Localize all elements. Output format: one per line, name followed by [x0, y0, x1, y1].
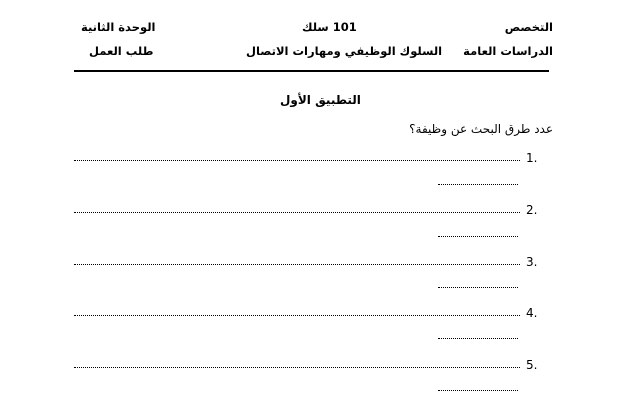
answer-line-continuation[interactable] — [438, 390, 518, 391]
answer-line-continuation[interactable] — [438, 184, 518, 185]
answer-line[interactable] — [74, 212, 520, 213]
header-divider — [74, 70, 549, 72]
answer-line-continuation[interactable] — [438, 287, 518, 288]
exercise-title: التطبيق الأول — [280, 93, 361, 107]
course-name: السلوك الوظيفي ومهارات الاتصال — [246, 44, 443, 58]
unit-label: الوحدة الثانية — [81, 20, 156, 34]
unit-name: طلب العمل — [89, 44, 154, 58]
answer-line[interactable] — [74, 264, 520, 265]
item-number: 2. — [526, 203, 538, 217]
answer-line-continuation[interactable] — [438, 236, 518, 237]
item-number: 5. — [526, 358, 538, 372]
answer-line[interactable] — [74, 367, 520, 368]
answer-line[interactable] — [74, 160, 520, 161]
item-number: 3. — [526, 255, 538, 269]
course-code: 101 سلك — [302, 20, 357, 34]
answer-line-continuation[interactable] — [438, 338, 518, 339]
item-number: 4. — [526, 306, 538, 320]
answer-line[interactable] — [74, 315, 520, 316]
question-text: عدد طرق البحث عن وظيفة؟ — [409, 122, 553, 136]
specialty-value: الدراسات العامة — [463, 44, 553, 58]
item-number: 1. — [526, 151, 538, 165]
specialty-label: التخصص — [504, 20, 553, 34]
